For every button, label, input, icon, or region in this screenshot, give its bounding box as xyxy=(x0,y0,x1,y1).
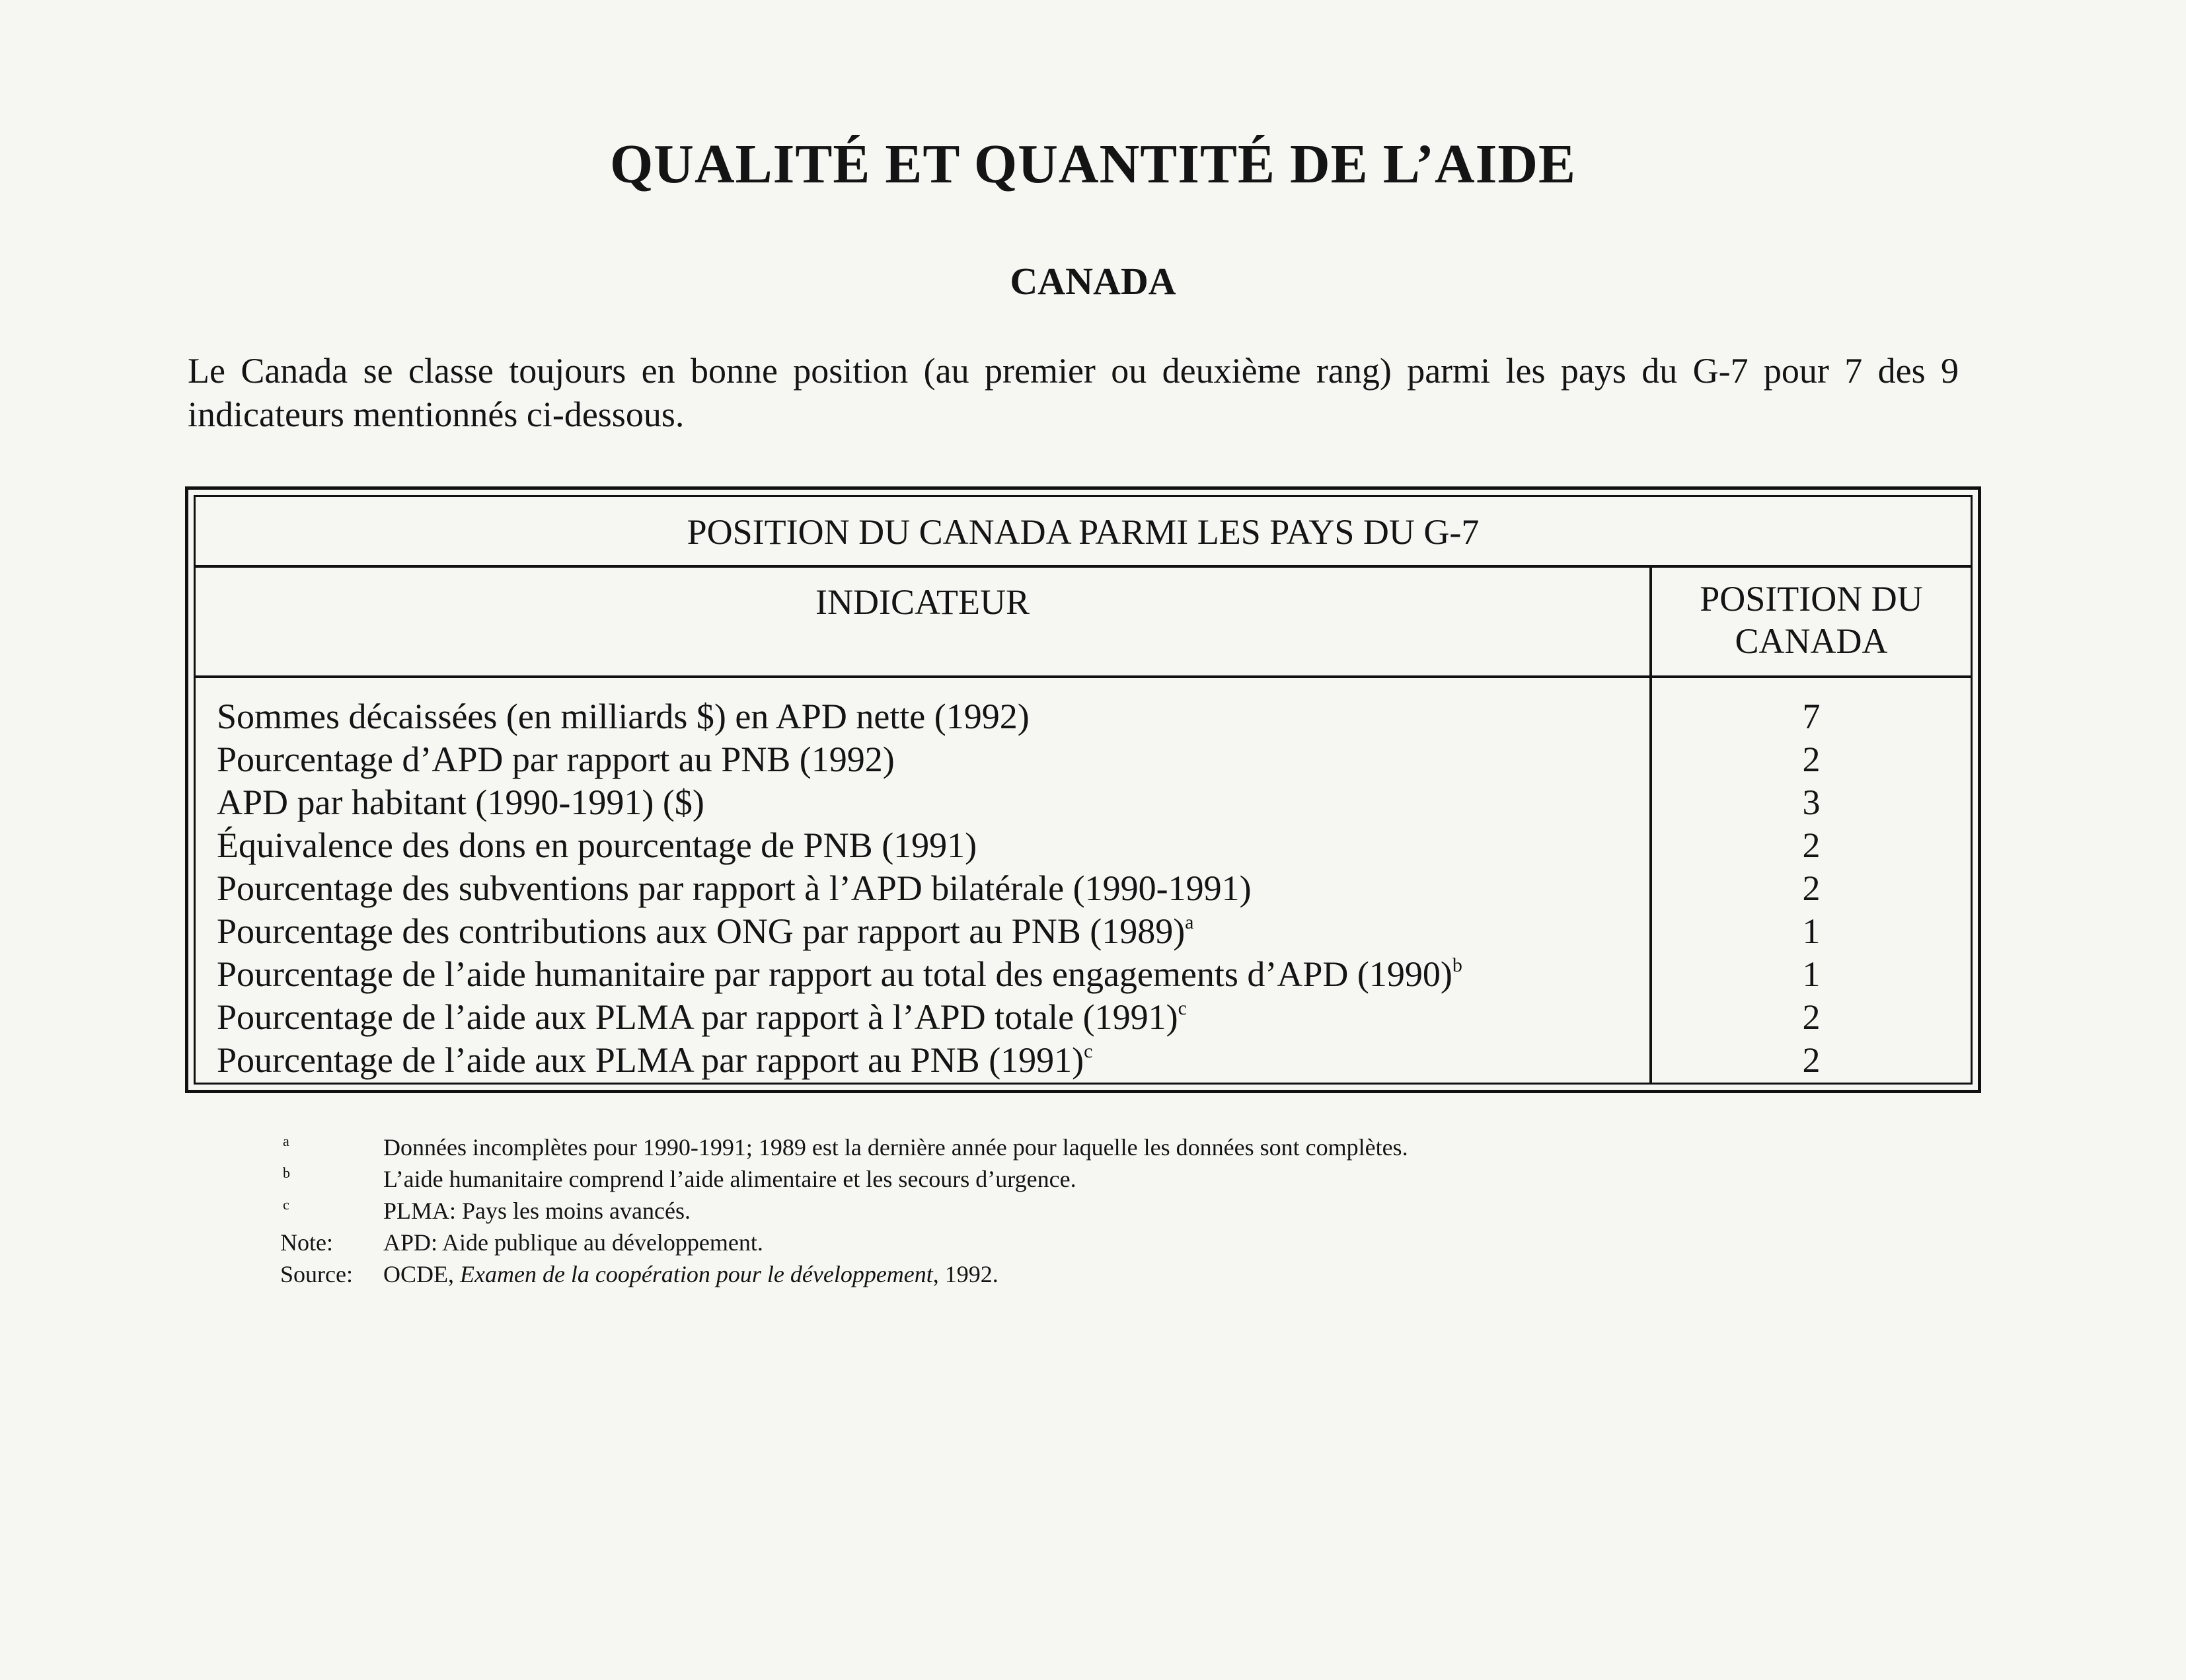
footnote-text: L’aide humanitaire comprend l’aide alimentaire et les secours d’urgence. xyxy=(383,1166,1076,1192)
position-cell: 2 xyxy=(1802,997,1821,1037)
indicator-text: Pourcentage d’APD par rapport au PNB (1992) xyxy=(217,740,895,779)
source-line xyxy=(280,1258,1800,1290)
footnote-a xyxy=(280,1131,1800,1163)
position-cell: 3 xyxy=(1802,783,1821,822)
table-body xyxy=(196,695,1971,1082)
indicator-text: Pourcentage de l’aide aux PLMA par rapport à l’APD totale (1991) xyxy=(217,997,1178,1037)
table-row xyxy=(196,867,1971,910)
indicator-cell xyxy=(217,824,1638,867)
page-title: QUALITÉ ET QUANTITÉ DE L’AIDE xyxy=(609,134,1577,195)
table-frame xyxy=(194,495,1973,1085)
indicator-text: Pourcentage des contributions aux ONG par rapport au PNB (1989) xyxy=(217,911,1186,951)
header-position xyxy=(1652,578,1971,662)
source-year: , 1992. xyxy=(932,1261,999,1287)
indicator-text: Pourcentage des subventions par rapport à l’APD bilatérale (1990-1991) xyxy=(217,868,1252,908)
indicator-cell xyxy=(217,910,1638,953)
header-rule xyxy=(196,675,1971,678)
footnote-mark: a xyxy=(283,1133,289,1149)
footnote-text: PLMA: Pays les moins avancés. xyxy=(383,1198,691,1224)
footnote-ref: a xyxy=(1185,911,1194,933)
position-cell: 2 xyxy=(1802,740,1821,779)
source-label: Source: xyxy=(280,1261,353,1287)
footnotes xyxy=(280,1131,1800,1290)
indicator-text: Sommes décaissées (en milliards $) en APD nette (1992) xyxy=(217,697,1030,736)
indicator-cell xyxy=(217,867,1638,910)
footnote-mark: b xyxy=(283,1165,290,1181)
footnote-ref: b xyxy=(1452,954,1462,976)
table-row xyxy=(196,695,1971,738)
table-caption: POSITION DU CANADA PARMI LES PAYS DU G-7 xyxy=(196,497,1971,568)
footnote-ref: c xyxy=(1084,1040,1093,1062)
footnote-ref: c xyxy=(1178,997,1187,1019)
footnote-mark: c xyxy=(283,1196,289,1213)
indicator-text: Pourcentage de l’aide aux PLMA par rapport au PNB (1991) xyxy=(217,1040,1084,1080)
note-text: APD: Aide publique au développement. xyxy=(383,1229,763,1256)
table-row xyxy=(196,824,1971,867)
position-cell: 2 xyxy=(1802,1040,1821,1080)
position-cell: 1 xyxy=(1802,954,1821,994)
source-publisher: OCDE, xyxy=(383,1261,460,1287)
position-cell: 2 xyxy=(1802,868,1821,908)
note-line xyxy=(280,1227,1800,1258)
footnote-text: Données incomplètes pour 1990-1991; 1989 est la dernière année pour laquelle les données sont complètes. xyxy=(383,1134,1408,1161)
indicator-cell xyxy=(217,1039,1638,1082)
table-row xyxy=(196,738,1971,781)
indicator-cell xyxy=(217,996,1638,1039)
table-row xyxy=(196,953,1971,996)
table-row xyxy=(196,781,1971,824)
indicator-cell xyxy=(217,738,1638,781)
ranking-table xyxy=(185,486,1981,1093)
source-text xyxy=(383,1258,999,1290)
note-label: Note: xyxy=(280,1229,333,1256)
indicator-cell xyxy=(217,781,1638,824)
indicator-cell xyxy=(217,695,1638,738)
indicator-text: Pourcentage de l’aide humanitaire par rapport au total des engagements d’APD (1990) xyxy=(217,954,1452,994)
position-cell: 2 xyxy=(1802,825,1821,865)
position-cell: 1 xyxy=(1802,911,1821,951)
header-position-line1: POSITION DU xyxy=(1700,579,1923,619)
page-subtitle: CANADA xyxy=(1010,260,1176,303)
source-title: Examen de la coopération pour le développement xyxy=(460,1261,933,1287)
header-indicator: INDICATEUR xyxy=(815,582,1030,622)
indicator-text: APD par habitant (1990-1991) ($) xyxy=(217,783,704,822)
intro-paragraph: Le Canada se classe toujours en bonne position (au premier ou deuxième rang) parmi les pays du G-7 pour 7 des 9 indicateurs mentionnés ci-dessous. xyxy=(188,351,1959,434)
header-position-line2: CANADA xyxy=(1735,621,1888,661)
table-row xyxy=(196,996,1971,1039)
indicator-text: Équivalence des dons en pourcentage de PNB (1991) xyxy=(217,825,977,865)
table-row xyxy=(196,1039,1971,1082)
footnote-c xyxy=(280,1195,1800,1227)
position-cell: 7 xyxy=(1802,697,1821,736)
indicator-cell xyxy=(217,953,1638,996)
table-row xyxy=(196,910,1971,953)
footnote-b xyxy=(280,1163,1800,1195)
